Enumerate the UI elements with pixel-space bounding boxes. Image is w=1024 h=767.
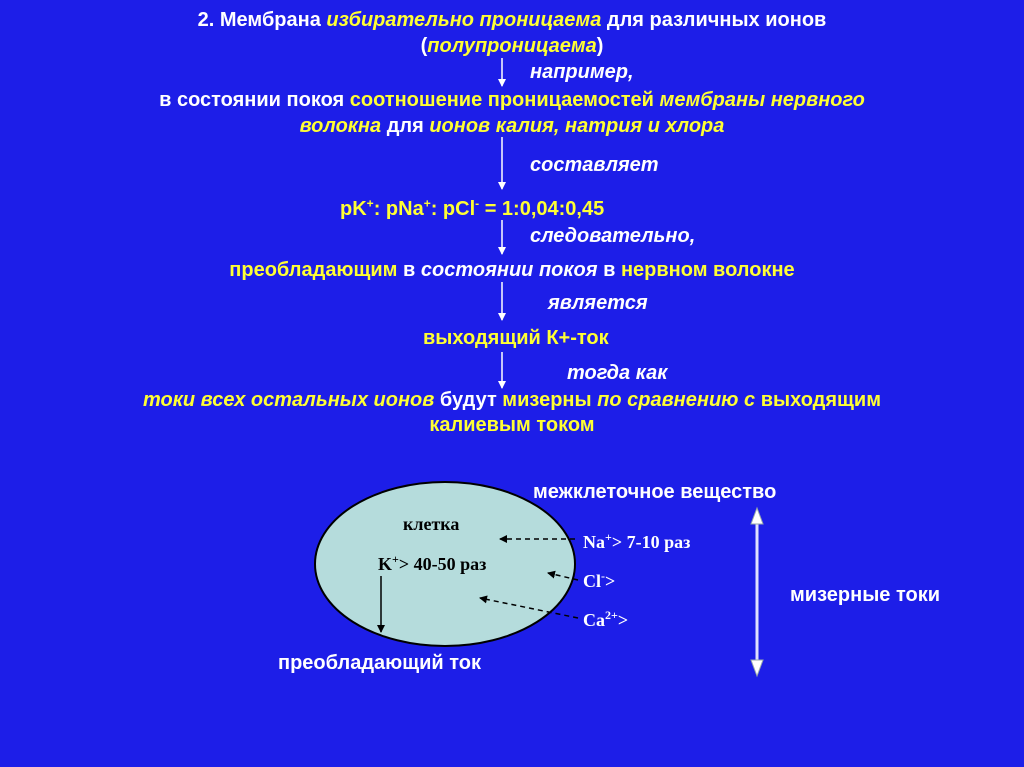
text-run: в состоянии покоя <box>159 89 350 111</box>
text-run: токи всех остальных ионов <box>143 389 435 411</box>
connector-constitutes: составляет <box>530 154 659 176</box>
na-ion-label <box>583 530 690 554</box>
text-run: для различных ионов <box>601 9 827 31</box>
connector-for-example: например, <box>530 61 634 83</box>
text-run: мембраны нервного <box>659 89 865 111</box>
minor-currents-label: мизерные токи <box>790 584 940 606</box>
ratio-pna: : pNa <box>373 198 424 220</box>
ratio-pcl: : pCl <box>430 198 476 220</box>
text-run: калиевым током <box>429 414 595 436</box>
cl-ion-sup: - <box>601 569 605 583</box>
connector-therefore: следовательно, <box>530 225 696 247</box>
na-ion-value: > 7-10 раз <box>611 532 691 552</box>
ratio-pcl-sup: - <box>475 196 480 211</box>
text-run: выходящим <box>760 389 881 411</box>
text-run: по сравнению с <box>591 389 761 411</box>
statement-3: выходящий К+-ток <box>423 327 609 349</box>
text-run: ) <box>596 35 604 57</box>
text-run: волокна <box>299 115 382 137</box>
k-ion-sup: + <box>392 552 399 566</box>
intercellular-label: межклеточное вещество <box>533 481 777 503</box>
text-run: мизерны <box>502 389 592 411</box>
ratio-pk-sup: + <box>366 196 374 211</box>
ratio-pk: pK <box>340 198 367 220</box>
k-ion: K <box>378 554 393 574</box>
ca-ion-label <box>583 608 628 632</box>
text-run: в <box>597 259 621 281</box>
text-run: 2. Мембрана <box>197 9 327 31</box>
cl-ion: Cl <box>583 571 601 591</box>
text-run: состоянии покоя <box>420 259 598 281</box>
ratio-value: = 1:0,04:0,45 <box>479 198 605 220</box>
ratio-pna-sup: + <box>423 196 431 211</box>
text-run: для <box>381 115 430 137</box>
text-run: ( <box>420 35 428 57</box>
k-ion-label <box>378 552 486 576</box>
text-run: в <box>397 259 421 281</box>
ca-ion-value: > <box>617 610 629 630</box>
ca-ion-sup: 2+ <box>605 608 618 622</box>
cell-label: клетка <box>403 514 460 534</box>
main-current-label: преобладающий ток <box>278 652 481 674</box>
k-ion-value: > 40-50 раз <box>398 554 487 574</box>
ca-ion: Ca <box>583 610 605 630</box>
text-run: преобладающим <box>229 259 398 281</box>
minor-currents-arrow <box>751 508 763 676</box>
text-run: полупроницаема <box>427 35 597 57</box>
connector-is: является <box>548 292 648 314</box>
na-ion-sup: + <box>605 530 612 544</box>
text-run: будут <box>434 389 503 411</box>
na-ion: Na <box>583 532 605 552</box>
connector-whereas: тогда как <box>567 362 668 384</box>
text-run: избирательно проницаема <box>326 9 602 31</box>
text-run: нервном волокне <box>620 259 795 281</box>
cl-ion-label <box>583 569 615 593</box>
text-run: соотношение проницаемостей <box>349 89 660 111</box>
cl-ion-value: > <box>605 571 616 591</box>
text-run: ионов калия, натрия и хлора <box>429 115 725 137</box>
